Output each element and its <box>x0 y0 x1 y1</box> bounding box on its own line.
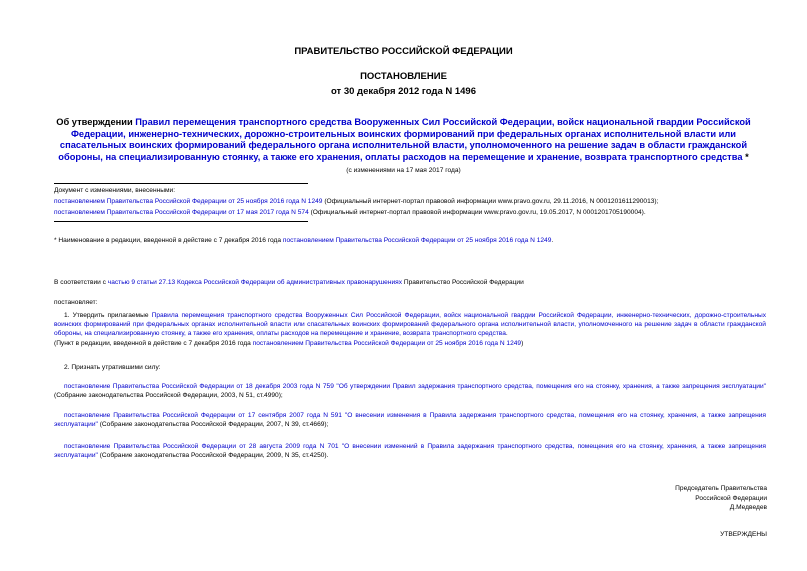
amendment-link[interactable]: постановлением Правительства Российской Федерации от 17 мая 2017 года N 574 <box>54 209 309 216</box>
repealed-item: постановление Правительства Российской Федерации от 18 декабря 2003 года N 759 "Об утверждении Правил задержания транспортного средства, помещения его на стоянку, хранения, а также запрещения эксплуатации" (Собрание законодательства Российской Федерации, 2003, N 51, ст.4990); <box>54 383 766 399</box>
repealed-link[interactable]: постановление Правительства Российской Федерации от 18 декабря 2003 года N 759 "Об утверждении Правил задержания транспортного средства, помещения его на стоянку, хранения, а также запрещения эксплуатации" <box>64 383 766 390</box>
edition-note: (с изменениями на 17 мая 2017 года) <box>346 167 461 174</box>
amendment-link[interactable]: постановлением Правительства Российской Федерации от 25 ноября 2016 года N 1249 <box>54 198 323 205</box>
government-heading: ПРАВИТЕЛЬСТВО РОССИЙСКОЙ ФЕДЕРАЦИИ <box>294 46 513 57</box>
document-title <box>40 117 767 163</box>
title-suffix: * <box>742 151 749 162</box>
koap-link[interactable]: частью 9 статьи 27.13 Кодекса Российской Федерации об административных правонарушениях <box>107 279 403 286</box>
title-rules-link[interactable]: Правил перемещения транспортного средства Вооруженных Сил Российской Федерации, войск национальной гвардии Российской Федерации, инженерно-технических, дорожно-строительных воинских формирований при федеральных органах исполнительной власти или спасательных воинских формирований федерального органа исполнительной власти, уполномоченного на решение задач в области гражданской обороны, на специализированную стоянку, а также его хранения, оплаты расходов на перемещение и хранение, возврата транспортного средства <box>58 117 751 162</box>
divider-top <box>54 183 308 184</box>
repealed-link[interactable]: постановление Правительства Российской Федерации от 17 сентября 2007 года N 591 "О внесении изменения в Правила задержания транспортного средства, помещения его на стоянку, хранения, а также запрещения эксплуатации" <box>54 412 766 428</box>
approved-label: УТВЕРЖДЕНЫ <box>720 531 767 538</box>
item-1: 1. Утвердить прилагаемые Правила перемещения транспортного средства Вооруженных Сил Российской Федерации, войск национальной гвардии Российской Федерации, инженерно-технических, дорожно-строительных воинских формирований при федеральных органах исполнительной власти или спасательных воинских формирований федерального органа исполнительной власти, уполномоченного на решение задач в области гражданской обороны, на специализированную стоянку, а также его хранения, оплаты расходов на перемещение и хранение, возврата транспортного средства. <box>54 312 766 337</box>
document-date-number: от 30 декабря 2012 года N 1496 <box>330 86 476 97</box>
signature-name: Д.Медведев <box>729 504 767 512</box>
divider-bottom <box>54 221 308 222</box>
title-prefix: Об утверждении <box>56 117 136 127</box>
repealed-item: постановление Правительства Российской Федерации от 28 августа 2009 года N 701 "О внесении изменений в Правила задержания транспортного средства, помещения его на стоянку, хранения, а также запрещения эксплуатации" (Собрание законодательства Российской Федерации, 2009, N 35, ст.4250). <box>54 443 766 459</box>
document-type-heading: ПОСТАНОВЛЕНИЕ <box>360 71 447 82</box>
item-1-edition-note: (Пункт в редакции, введенной в действие с 7 декабря 2016 года постановлением Правительства Российской Федерации от 25 ноября 2016 года N 1249) <box>54 340 524 347</box>
signature-title: Председатель Правительства <box>675 485 767 492</box>
amendment-item: постановлением Правительства Российской Федерации от 17 мая 2017 года N 574 (Официальный интернет-портал правовой информации www.pravo.gov.ru, 19.05.2017, N 0001201705190004). <box>54 209 646 216</box>
signature-block <box>675 484 767 513</box>
footnote-link[interactable]: постановлением Правительства Российской Федерации от 25 ноября 2016 года N 1249 <box>282 237 552 244</box>
amendment-item: постановлением Правительства Российской Федерации от 25 ноября 2016 года N 1249 (Официальный интернет-портал правовой информации www.pravo.gov.ru, 29.11.2016, N 0001201611290013); <box>54 198 659 205</box>
decrees-word: постановляет: <box>54 299 98 306</box>
item-1-rules-link[interactable]: Правила перемещения транспортного средства Вооруженных Сил Российской Федерации, войск национальной гвардии Российской Федерации, инженерно-технических, дорожно-строительных воинских формирований при федеральных органах исполнительной власти или спасательных воинских формирований федерального органа исполнительной власти, уполномоченного на решение задач в области гражданской обороны, на специализированную стоянку, а также его хранения, оплаты расходов на перемещение и хранение, возврата транспортного средства <box>54 312 766 337</box>
signature-org: Российской Федерации <box>695 494 767 502</box>
amendments-intro: Документ с изменениями, внесенными: <box>54 187 176 194</box>
item-1-note-link[interactable]: постановлением Правительства Российской Федерации от 25 ноября 2016 года N 1249 <box>252 340 522 347</box>
item-2: 2. Признать утратившими силу: <box>64 364 161 371</box>
repealed-item: постановление Правительства Российской Федерации от 17 сентября 2007 года N 591 "О внесении изменения в Правила задержания транспортного средства, помещения его на стоянку, хранения, а также запрещения эксплуатации" (Собрание законодательства Российской Федерации, 2007, N 39, ст.4669); <box>54 412 766 428</box>
footnote: * Наименование в редакции, введенной в действие с 7 декабря 2016 года постановлением Правительства Российской Федерации от 25 ноября 2016 года N 1249. <box>54 237 554 244</box>
repealed-link[interactable]: постановление Правительства Российской Федерации от 28 августа 2009 года N 701 "О внесении изменений в Правила задержания транспортного средства, помещения его на стоянку, хранения, а также запрещения эксплуатации" <box>54 443 766 459</box>
preamble: В соответствии с частью 9 статьи 27.13 Кодекса Российской Федерации об административных правонарушениях Правительство Российской Федерации <box>54 279 524 286</box>
